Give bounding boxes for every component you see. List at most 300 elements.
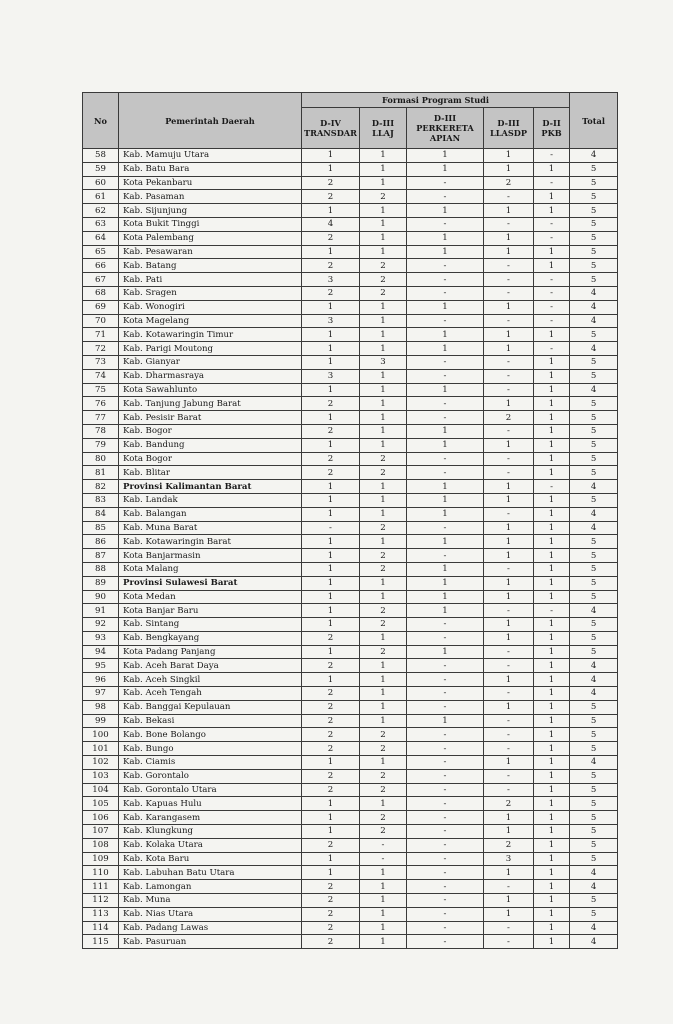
llasdp-count: 1 <box>484 549 534 563</box>
total-count: 5 <box>570 273 618 287</box>
total-count: 4 <box>570 921 618 935</box>
perkeretaapian-count: - <box>407 728 484 742</box>
region-name: Kab. Aceh Singkil <box>119 673 302 687</box>
perkeretaapian-count: 1 <box>407 245 484 259</box>
llasdp-count: 1 <box>484 756 534 770</box>
perkeretaapian-count: - <box>407 742 484 756</box>
row-number: 63 <box>83 217 119 231</box>
row-number: 65 <box>83 245 119 259</box>
pkb-count: - <box>534 273 570 287</box>
table-row <box>83 714 618 728</box>
table-row <box>83 576 618 590</box>
pkb-count: 1 <box>534 714 570 728</box>
table-row <box>83 631 618 645</box>
llaj-count: 2 <box>360 273 407 287</box>
perkeretaapian-count: 1 <box>407 204 484 218</box>
llaj-count: 1 <box>360 935 407 949</box>
table-row <box>83 866 618 880</box>
row-number: 66 <box>83 259 119 273</box>
row-number: 83 <box>83 493 119 507</box>
row-number: 103 <box>83 769 119 783</box>
llaj-count: 1 <box>360 714 407 728</box>
llaj-count: 2 <box>360 604 407 618</box>
transdar-count: 2 <box>302 466 360 480</box>
total-count: 4 <box>570 687 618 701</box>
pkb-count: 1 <box>534 466 570 480</box>
llaj-count: 1 <box>360 797 407 811</box>
table-row <box>83 273 618 287</box>
llasdp-count: - <box>484 714 534 728</box>
llaj-count: 1 <box>360 673 407 687</box>
table-row <box>83 687 618 701</box>
region-name: Kab. Sijunjung <box>119 204 302 218</box>
llasdp-count: 1 <box>484 811 534 825</box>
table-row <box>83 645 618 659</box>
llasdp-count: 1 <box>484 907 534 921</box>
row-number: 70 <box>83 314 119 328</box>
pkb-count: 1 <box>534 756 570 770</box>
table-row <box>83 204 618 218</box>
llaj-count: 1 <box>360 231 407 245</box>
table-row <box>83 480 618 494</box>
pkb-count: - <box>534 604 570 618</box>
row-number: 93 <box>83 631 119 645</box>
transdar-count: 3 <box>302 369 360 383</box>
row-number: 91 <box>83 604 119 618</box>
pkb-count: 1 <box>534 811 570 825</box>
total-count: 5 <box>570 466 618 480</box>
transdar-count: 4 <box>302 217 360 231</box>
region-name: Kab. Bungo <box>119 742 302 756</box>
row-number: 60 <box>83 176 119 190</box>
region-name: Kab. Muna <box>119 894 302 908</box>
transdar-count: 1 <box>302 852 360 866</box>
table-row <box>83 562 618 576</box>
table-row <box>83 659 618 673</box>
row-number: 82 <box>83 480 119 494</box>
table-row <box>83 521 618 535</box>
region-name: Kota Malang <box>119 562 302 576</box>
row-number: 100 <box>83 728 119 742</box>
llasdp-count: 1 <box>484 618 534 632</box>
llaj-count: 2 <box>360 286 407 300</box>
row-number: 106 <box>83 811 119 825</box>
llasdp-count: - <box>484 369 534 383</box>
total-count: 5 <box>570 355 618 369</box>
transdar-count: 1 <box>302 866 360 880</box>
transdar-count: 2 <box>302 894 360 908</box>
pkb-count: 1 <box>534 687 570 701</box>
header-program-transdar: D-IV TRANSDAR <box>302 108 360 149</box>
region-name: Provinsi Kalimantan Barat <box>119 480 302 494</box>
total-count: 5 <box>570 176 618 190</box>
table-row <box>83 852 618 866</box>
llaj-count: 1 <box>360 687 407 701</box>
transdar-count: 1 <box>302 549 360 563</box>
llasdp-count: - <box>484 935 534 949</box>
total-count: 4 <box>570 673 618 687</box>
perkeretaapian-count: 1 <box>407 424 484 438</box>
llasdp-count: - <box>484 314 534 328</box>
region-name: Kab. Parigi Moutong <box>119 342 302 356</box>
llasdp-count: 1 <box>484 162 534 176</box>
llaj-count: 1 <box>360 245 407 259</box>
total-count: 5 <box>570 645 618 659</box>
perkeretaapian-count: - <box>407 549 484 563</box>
transdar-count: 2 <box>302 286 360 300</box>
perkeretaapian-count: 1 <box>407 162 484 176</box>
llasdp-count: - <box>484 507 534 521</box>
transdar-count: 1 <box>302 149 360 163</box>
row-number: 95 <box>83 659 119 673</box>
transdar-count: 1 <box>302 438 360 452</box>
header-program-llasdp: D-III LLASDP <box>484 108 534 149</box>
llaj-count: 1 <box>360 659 407 673</box>
row-number: 61 <box>83 190 119 204</box>
total-count: 5 <box>570 452 618 466</box>
llaj-count: 2 <box>360 521 407 535</box>
pkb-count: - <box>534 217 570 231</box>
llasdp-count: 1 <box>484 149 534 163</box>
total-count: 5 <box>570 549 618 563</box>
perkeretaapian-count: 1 <box>407 383 484 397</box>
transdar-count: 2 <box>302 424 360 438</box>
region-name: Kab. Tanjung Jabung Barat <box>119 397 302 411</box>
total-count: 4 <box>570 507 618 521</box>
region-name: Kab. Nias Utara <box>119 907 302 921</box>
llasdp-count: - <box>484 769 534 783</box>
llasdp-count: 2 <box>484 411 534 425</box>
perkeretaapian-count: - <box>407 866 484 880</box>
perkeretaapian-count: - <box>407 273 484 287</box>
table-row <box>83 369 618 383</box>
transdar-count: 2 <box>302 935 360 949</box>
region-name: Kab. Muna Barat <box>119 521 302 535</box>
llaj-count: 1 <box>360 369 407 383</box>
llaj-count: 1 <box>360 438 407 452</box>
table-row <box>83 590 618 604</box>
transdar-count: 1 <box>302 328 360 342</box>
pkb-count: 1 <box>534 907 570 921</box>
llaj-count: 1 <box>360 590 407 604</box>
region-name: Kota Bogor <box>119 452 302 466</box>
total-count: 4 <box>570 149 618 163</box>
row-number: 75 <box>83 383 119 397</box>
region-name: Kota Palembang <box>119 231 302 245</box>
perkeretaapian-count: - <box>407 452 484 466</box>
llaj-count: 1 <box>360 424 407 438</box>
table-row <box>83 245 618 259</box>
pkb-count: 1 <box>534 700 570 714</box>
llaj-count: 1 <box>360 535 407 549</box>
llasdp-count: - <box>484 604 534 618</box>
llasdp-count: 1 <box>484 590 534 604</box>
pkb-count: 1 <box>534 645 570 659</box>
llasdp-count: 1 <box>484 231 534 245</box>
transdar-count: 2 <box>302 631 360 645</box>
transdar-count: 1 <box>302 507 360 521</box>
transdar-count: 2 <box>302 452 360 466</box>
llasdp-count: 1 <box>484 397 534 411</box>
perkeretaapian-count: - <box>407 797 484 811</box>
perkeretaapian-count: 1 <box>407 604 484 618</box>
row-number: 114 <box>83 921 119 935</box>
total-count: 5 <box>570 231 618 245</box>
transdar-count: 1 <box>302 383 360 397</box>
row-number: 72 <box>83 342 119 356</box>
perkeretaapian-count: 1 <box>407 645 484 659</box>
table-row <box>83 286 618 300</box>
table-row <box>83 742 618 756</box>
pkb-count: - <box>534 286 570 300</box>
llaj-count: 2 <box>360 825 407 839</box>
total-count: 4 <box>570 286 618 300</box>
row-number: 112 <box>83 894 119 908</box>
llaj-count: 2 <box>360 728 407 742</box>
transdar-count: 2 <box>302 397 360 411</box>
row-number: 89 <box>83 576 119 590</box>
llaj-count: 1 <box>360 576 407 590</box>
transdar-count: 1 <box>302 645 360 659</box>
region-name: Kota Padang Panjang <box>119 645 302 659</box>
pkb-count: 1 <box>534 162 570 176</box>
table-row <box>83 811 618 825</box>
llaj-count: 1 <box>360 756 407 770</box>
region-name: Kab. Batu Bara <box>119 162 302 176</box>
region-name: Kab. Sragen <box>119 286 302 300</box>
total-count: 4 <box>570 866 618 880</box>
llaj-count: 2 <box>360 466 407 480</box>
row-number: 101 <box>83 742 119 756</box>
formasi-table <box>82 92 618 949</box>
llaj-count: 1 <box>360 149 407 163</box>
llaj-count: 2 <box>360 562 407 576</box>
llaj-count: 3 <box>360 355 407 369</box>
region-name: Kab. Balangan <box>119 507 302 521</box>
transdar-count: 3 <box>302 273 360 287</box>
pkb-count: - <box>534 314 570 328</box>
total-count: 5 <box>570 162 618 176</box>
perkeretaapian-count: 1 <box>407 300 484 314</box>
total-count: 4 <box>570 314 618 328</box>
perkeretaapian-count: - <box>407 756 484 770</box>
llaj-count: 1 <box>360 204 407 218</box>
perkeretaapian-count: - <box>407 190 484 204</box>
region-name: Kab. Gorontalo Utara <box>119 783 302 797</box>
perkeretaapian-count: - <box>407 825 484 839</box>
llasdp-count: 1 <box>484 631 534 645</box>
llasdp-count: 1 <box>484 328 534 342</box>
total-count: 5 <box>570 493 618 507</box>
region-name: Kab. Batang <box>119 259 302 273</box>
perkeretaapian-count: - <box>407 314 484 328</box>
row-number: 64 <box>83 231 119 245</box>
llasdp-count: - <box>484 783 534 797</box>
table-row <box>83 549 618 563</box>
pkb-count: - <box>534 176 570 190</box>
perkeretaapian-count: 1 <box>407 231 484 245</box>
table-row <box>83 825 618 839</box>
row-number: 99 <box>83 714 119 728</box>
perkeretaapian-count: - <box>407 838 484 852</box>
region-name: Kab. Mamuju Utara <box>119 149 302 163</box>
llasdp-count: 2 <box>484 176 534 190</box>
llasdp-count: - <box>484 424 534 438</box>
row-number: 104 <box>83 783 119 797</box>
total-count: 5 <box>570 590 618 604</box>
header-program-llaj: D-III LLAJ <box>360 108 407 149</box>
llasdp-count: - <box>484 728 534 742</box>
total-count: 4 <box>570 480 618 494</box>
perkeretaapian-count: - <box>407 769 484 783</box>
row-number: 62 <box>83 204 119 218</box>
header-program-pkb: D-II PKB <box>534 108 570 149</box>
perkeretaapian-count: 1 <box>407 590 484 604</box>
llaj-count: 1 <box>360 342 407 356</box>
row-number: 67 <box>83 273 119 287</box>
region-name: Kota Medan <box>119 590 302 604</box>
table-row <box>83 424 618 438</box>
transdar-count: 1 <box>302 756 360 770</box>
region-name: Kab. Pesawaran <box>119 245 302 259</box>
perkeretaapian-count: 1 <box>407 438 484 452</box>
transdar-count: 1 <box>302 590 360 604</box>
table-row <box>83 397 618 411</box>
row-number: 109 <box>83 852 119 866</box>
llasdp-count: 1 <box>484 535 534 549</box>
pkb-count: 1 <box>534 452 570 466</box>
llasdp-count: - <box>484 355 534 369</box>
row-number: 113 <box>83 907 119 921</box>
table-row <box>83 438 618 452</box>
transdar-count: 2 <box>302 728 360 742</box>
pkb-count: 1 <box>534 328 570 342</box>
table-row <box>83 217 618 231</box>
table-row <box>83 907 618 921</box>
perkeretaapian-count: - <box>407 687 484 701</box>
region-name: Kab. Padang Lawas <box>119 921 302 935</box>
row-number: 107 <box>83 825 119 839</box>
table-row <box>83 342 618 356</box>
pkb-count: 1 <box>534 397 570 411</box>
perkeretaapian-count: - <box>407 673 484 687</box>
total-count: 5 <box>570 700 618 714</box>
transdar-count: 2 <box>302 231 360 245</box>
pkb-count: 1 <box>534 852 570 866</box>
total-count: 4 <box>570 383 618 397</box>
region-name: Kota Magelang <box>119 314 302 328</box>
region-name: Kab. Pesisir Barat <box>119 411 302 425</box>
llasdp-count: 1 <box>484 866 534 880</box>
table-row <box>83 673 618 687</box>
transdar-count: 2 <box>302 838 360 852</box>
total-count: 5 <box>570 438 618 452</box>
total-count: 4 <box>570 659 618 673</box>
header-total: Total <box>570 93 618 149</box>
region-name: Kab. Bandung <box>119 438 302 452</box>
llaj-count: 1 <box>360 300 407 314</box>
llaj-count: 1 <box>360 314 407 328</box>
region-name: Kota Banjar Baru <box>119 604 302 618</box>
pkb-count: 1 <box>534 590 570 604</box>
region-name: Kab. Aceh Tengah <box>119 687 302 701</box>
table-row <box>83 535 618 549</box>
total-count: 5 <box>570 811 618 825</box>
transdar-count: 2 <box>302 714 360 728</box>
perkeretaapian-count: 1 <box>407 576 484 590</box>
row-number: 102 <box>83 756 119 770</box>
llasdp-count: - <box>484 259 534 273</box>
total-count: 5 <box>570 797 618 811</box>
region-name: Kab. Aceh Barat Daya <box>119 659 302 673</box>
perkeretaapian-count: 1 <box>407 562 484 576</box>
table-row <box>83 604 618 618</box>
pkb-count: 1 <box>534 438 570 452</box>
perkeretaapian-count: 1 <box>407 535 484 549</box>
total-count: 5 <box>570 631 618 645</box>
llaj-count: 2 <box>360 645 407 659</box>
llasdp-count: - <box>484 217 534 231</box>
total-count: 5 <box>570 369 618 383</box>
llaj-count: 2 <box>360 190 407 204</box>
total-count: 4 <box>570 300 618 314</box>
table-row <box>83 149 618 163</box>
perkeretaapian-count: - <box>407 659 484 673</box>
table-row <box>83 880 618 894</box>
row-number: 88 <box>83 562 119 576</box>
llasdp-count: - <box>484 286 534 300</box>
row-number: 92 <box>83 618 119 632</box>
pkb-count: 1 <box>534 424 570 438</box>
transdar-count: 2 <box>302 259 360 273</box>
transdar-count: 1 <box>302 480 360 494</box>
pkb-count: 1 <box>534 742 570 756</box>
llaj-count: 1 <box>360 493 407 507</box>
region-name: Kab. Sintang <box>119 618 302 632</box>
pkb-count: - <box>534 300 570 314</box>
llasdp-count: - <box>484 190 534 204</box>
llaj-count: 1 <box>360 480 407 494</box>
transdar-count: 1 <box>302 562 360 576</box>
llaj-count: 1 <box>360 631 407 645</box>
total-count: 5 <box>570 852 618 866</box>
table-row <box>83 921 618 935</box>
row-number: 85 <box>83 521 119 535</box>
pkb-count: 1 <box>534 728 570 742</box>
row-number: 68 <box>83 286 119 300</box>
total-count: 5 <box>570 728 618 742</box>
region-name: Kab. Bogor <box>119 424 302 438</box>
transdar-count: 1 <box>302 618 360 632</box>
llaj-count: 2 <box>360 618 407 632</box>
pkb-count: 1 <box>534 659 570 673</box>
llaj-count: 1 <box>360 328 407 342</box>
table-row <box>83 190 618 204</box>
region-name: Kab. Gorontalo <box>119 769 302 783</box>
transdar-count: 1 <box>302 411 360 425</box>
transdar-count: 1 <box>302 493 360 507</box>
region-name: Kab. Bekasi <box>119 714 302 728</box>
perkeretaapian-count: - <box>407 259 484 273</box>
llasdp-count: 1 <box>484 245 534 259</box>
llasdp-count: - <box>484 880 534 894</box>
pkb-count: 1 <box>534 576 570 590</box>
table-row <box>83 797 618 811</box>
pkb-count: - <box>534 342 570 356</box>
llasdp-count: 1 <box>484 825 534 839</box>
llasdp-count: 2 <box>484 838 534 852</box>
pkb-count: 1 <box>534 204 570 218</box>
